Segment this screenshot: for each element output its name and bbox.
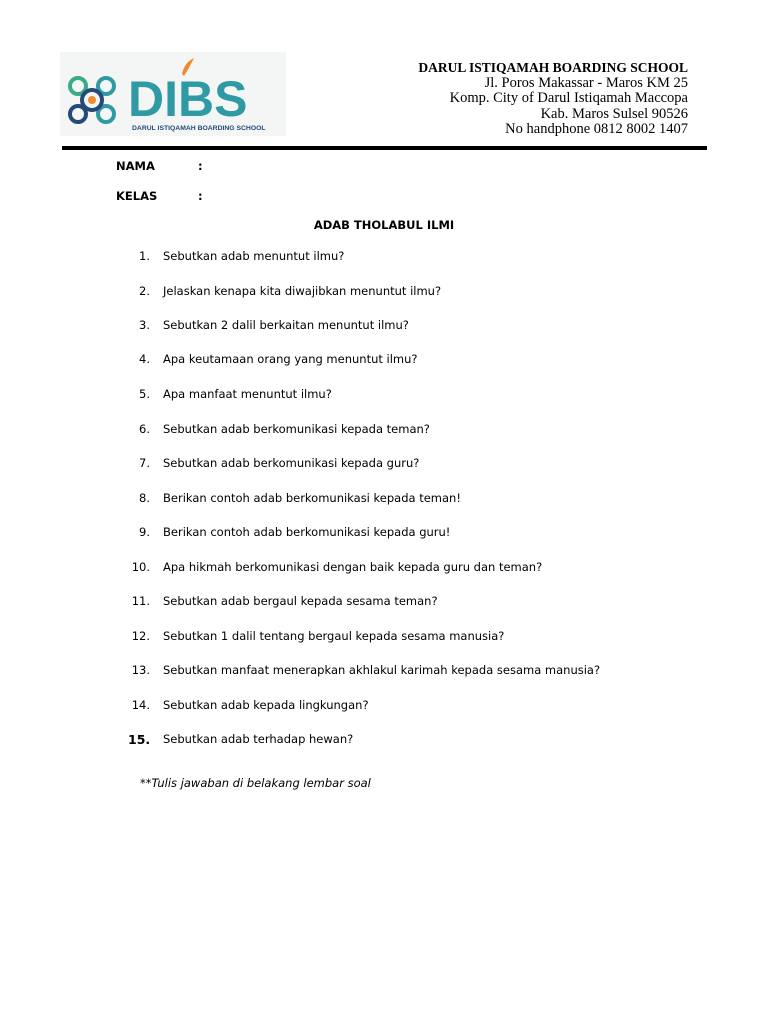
question-number: 14. (131, 698, 150, 712)
address-line-2: Komp. City of Darul Istiqamah Maccopa (449, 90, 688, 107)
question-text: Sebutkan adab terhadap hewan? (163, 732, 354, 746)
question-number: 11. (131, 594, 150, 608)
question-number: 12. (131, 629, 150, 643)
question-number: 7. (139, 456, 150, 470)
question-item (128, 629, 505, 643)
address-line-3: Kab. Maros Sulsel 90526 (540, 105, 688, 122)
dibs-logo-icon (60, 52, 286, 136)
question-text: Sebutkan manfaat menerapkan akhlakul karimah kepada sesama manusia? (163, 663, 601, 677)
answer-note: **Tulis jawaban di belakang lembar soal (140, 776, 371, 790)
question-item (128, 249, 345, 263)
question-item (128, 663, 601, 677)
question-number: 8. (139, 491, 150, 505)
question-text: Sebutkan adab menuntut ilmu? (163, 249, 345, 263)
question-number: 10. (131, 560, 150, 574)
question-number: 4. (139, 352, 150, 366)
question-text: Sebutkan adab kepada lingkungan? (163, 698, 369, 712)
question-text: Sebutkan adab berkomunikasi kepada teman? (163, 422, 430, 436)
question-item (128, 525, 451, 539)
question-item (128, 387, 332, 401)
question-item (128, 284, 442, 298)
name-colon: : (198, 159, 203, 173)
question-text: Berikan contoh adab berkomunikasi kepada guru! (163, 525, 451, 539)
question-text: Apa manfaat menuntut ilmu? (163, 387, 332, 401)
name-label: NAMA (116, 159, 155, 173)
question-item (128, 732, 354, 747)
question-item (128, 318, 409, 332)
question-number: 3. (139, 318, 150, 332)
question-text: Sebutkan 1 dalil tentang bergaul kepada sesama manusia? (163, 629, 505, 643)
question-item (128, 491, 461, 505)
question-text: Berikan contoh adab berkomunikasi kepada teman! (163, 491, 461, 505)
question-item (128, 698, 369, 712)
question-text: Sebutkan adab berkomunikasi kepada guru? (163, 456, 420, 470)
school-name: DARUL ISTIQAMAH BOARDING SCHOOL (418, 60, 688, 75)
school-logo (60, 52, 286, 136)
question-text: Sebutkan adab bergaul kepada sesama teman? (163, 594, 438, 608)
question-number: 15. (128, 732, 151, 747)
address-line-1: Jl. Poros Makassar - Maros KM 25 (484, 74, 688, 91)
worksheet-title: ADAB THOLABUL ILMI (313, 218, 455, 232)
name-field (116, 159, 203, 173)
question-item (128, 560, 543, 574)
question-number: 1. (139, 249, 150, 263)
question-number: 13. (131, 663, 150, 677)
question-item (128, 352, 418, 366)
logo-wordmark: DIBS (128, 71, 248, 127)
question-text: Apa keutamaan orang yang menuntut ilmu? (163, 352, 418, 366)
question-text: Jelaskan kenapa kita diwajibkan menuntut ilmu? (163, 284, 442, 298)
question-item (128, 594, 438, 608)
question-number: 6. (139, 422, 150, 436)
class-colon: : (198, 189, 203, 203)
question-number: 5. (139, 387, 150, 401)
question-number: 2. (139, 284, 150, 298)
question-text: Apa hikmah berkomunikasi dengan baik kepada guru dan teman? (163, 560, 543, 574)
letterhead (268, 60, 688, 138)
question-number: 9. (139, 525, 150, 539)
phone-number: No handphone 0812 8002 1407 (505, 121, 688, 138)
class-label: KELAS (116, 189, 158, 203)
question-item (128, 456, 420, 470)
question-text: Sebutkan 2 dalil berkaitan menuntut ilmu? (163, 318, 409, 332)
question-item (128, 422, 430, 436)
header-divider (62, 146, 707, 150)
class-field (116, 189, 203, 203)
logo-tagline: DARUL ISTIQAMAH BOARDING SCHOOL (132, 125, 266, 132)
